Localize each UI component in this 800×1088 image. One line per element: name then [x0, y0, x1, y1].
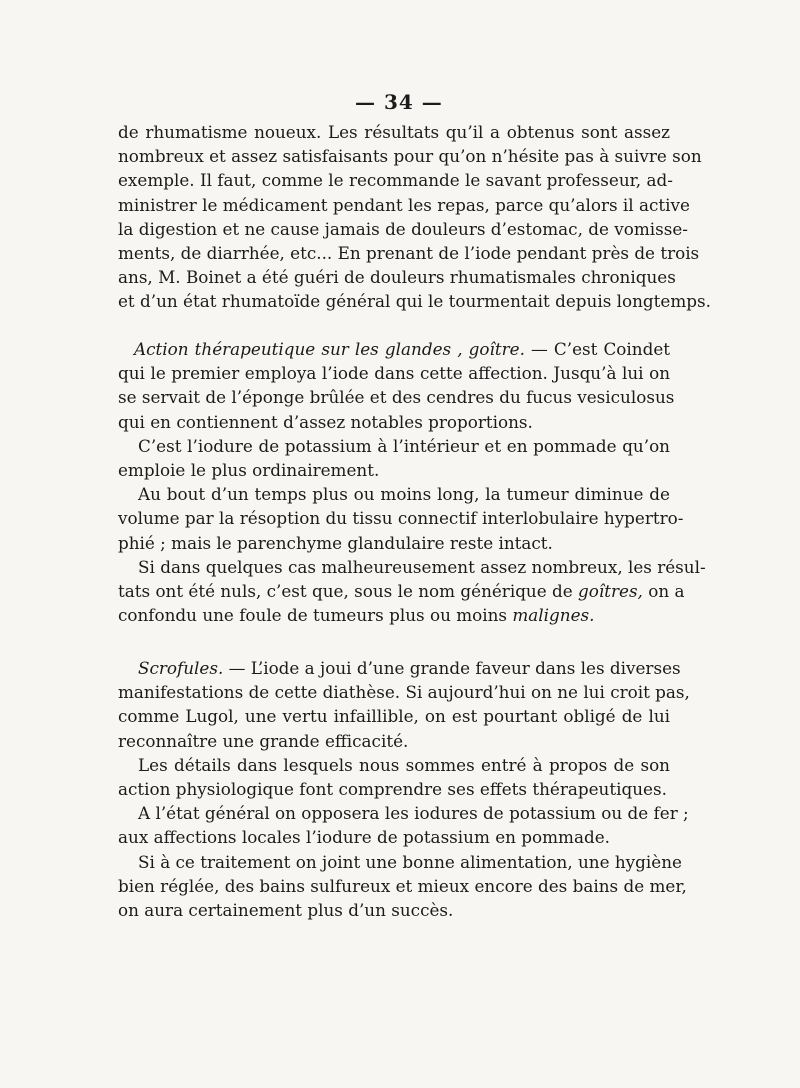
text-line: A l’état général on opposera les iodures de potassium ou de fer ;	[138, 803, 689, 824]
text-line: se servait de l’éponge brûlée et des cendres du fucus vesiculosus	[118, 387, 675, 408]
section-heading-glandes: Action thérapeutique sur les glandes , goître.	[134, 339, 525, 359]
text-line: volume par la résoption du tissu connectif interlobulaire hypertro-	[118, 508, 684, 529]
text-line: on aura certainement plus d’un succès.	[118, 900, 454, 921]
text-fragment: confondu une foule de tumeurs plus ou moins	[118, 605, 513, 626]
section-scrofules	[118, 656, 690, 922]
text-line: ments, de diarrhée, etc... En prenant de l’iode pendant près de trois	[118, 243, 700, 264]
text-line: emploie le plus ordinairement.	[118, 460, 380, 481]
page-number: — 34 —	[355, 90, 443, 114]
text-line: ans, M. Boinet a été guéri de douleurs rhumatismales chroniques	[118, 267, 676, 288]
text-line-mixed	[118, 579, 685, 603]
text-line: reconnaître une grande efficacité.	[118, 730, 409, 751]
text-line: Les détails dans lesquels nous sommes entré à propos de son	[138, 754, 670, 775]
text-line: Si à ce traitement on joint une bonne alimentation, une hygiène	[138, 851, 682, 872]
italic-term-goitres: goîtres,	[578, 581, 643, 602]
section-glandes	[118, 337, 706, 627]
text-line: la digestion et ne cause jamais de douleurs d’estomac, de vomisse-	[118, 218, 688, 239]
text-fragment: tats ont été nuls, c’est que, sous le nom générique de	[118, 581, 579, 602]
text-line: comme Lugol, une vertu infaillible, on est pourtant obligé de lui	[118, 706, 670, 727]
italic-term-malignes: malignes.	[512, 605, 595, 626]
text-line: qui en contiennent d’assez notables proportions.	[118, 411, 533, 432]
text-line: Si dans quelques cas malheureusement assez nombreux, les résul-	[138, 556, 706, 577]
text-line: ministrer le médicament pendant les repas, parce qu’alors il active	[118, 194, 690, 215]
text-line: exemple. Il faut, comme le recommande le savant professeur, ad-	[118, 170, 673, 191]
text-line: et d’un état rhumatoïde général qui le tourmentait depuis longtemps.	[118, 291, 711, 312]
text-line: action physiologique font comprendre ses effets thérapeutiques.	[118, 779, 667, 800]
text-line: C’est l’iodure de potassium à l’intérieur et en pommade qu’on	[138, 435, 670, 456]
text-line: nombreux et assez satisfaisants pour qu’on n’hésite pas à suivre son	[118, 146, 702, 167]
section-heading-scrofules: Scrofules.	[138, 658, 224, 678]
section-heading-line	[118, 656, 681, 680]
text-line: qui le premier employa l’iode dans cette affection. Jusqu’à lui on	[118, 363, 670, 384]
text-line: bien réglée, des bains sulfureux et mieux encore des bains de mer,	[118, 875, 687, 896]
text-line: manifestations de cette diathèse. Si aujourd’hui on ne lui croit pas,	[118, 682, 690, 703]
section-heading-line	[118, 337, 670, 361]
text-line: Au bout d’un temps plus ou moins long, la tumeur diminue de	[138, 484, 670, 505]
text-line: aux affections locales l’iodure de potassium en pommade.	[118, 827, 610, 848]
text-line: de rhumatisme noueux. Les résultats qu’il a obtenus sont assez	[118, 122, 670, 142]
text-line-mixed	[118, 603, 670, 627]
text-fragment: on a	[642, 581, 685, 602]
paragraph-rhumatisme	[118, 120, 711, 314]
text-line: phié ; mais le parenchyme glandulaire reste intact.	[118, 532, 553, 553]
text-fragment: — C’est Coindet	[524, 339, 671, 359]
text-fragment: — L’iode a joui d’une grande faveur dans les diverses	[223, 658, 681, 678]
